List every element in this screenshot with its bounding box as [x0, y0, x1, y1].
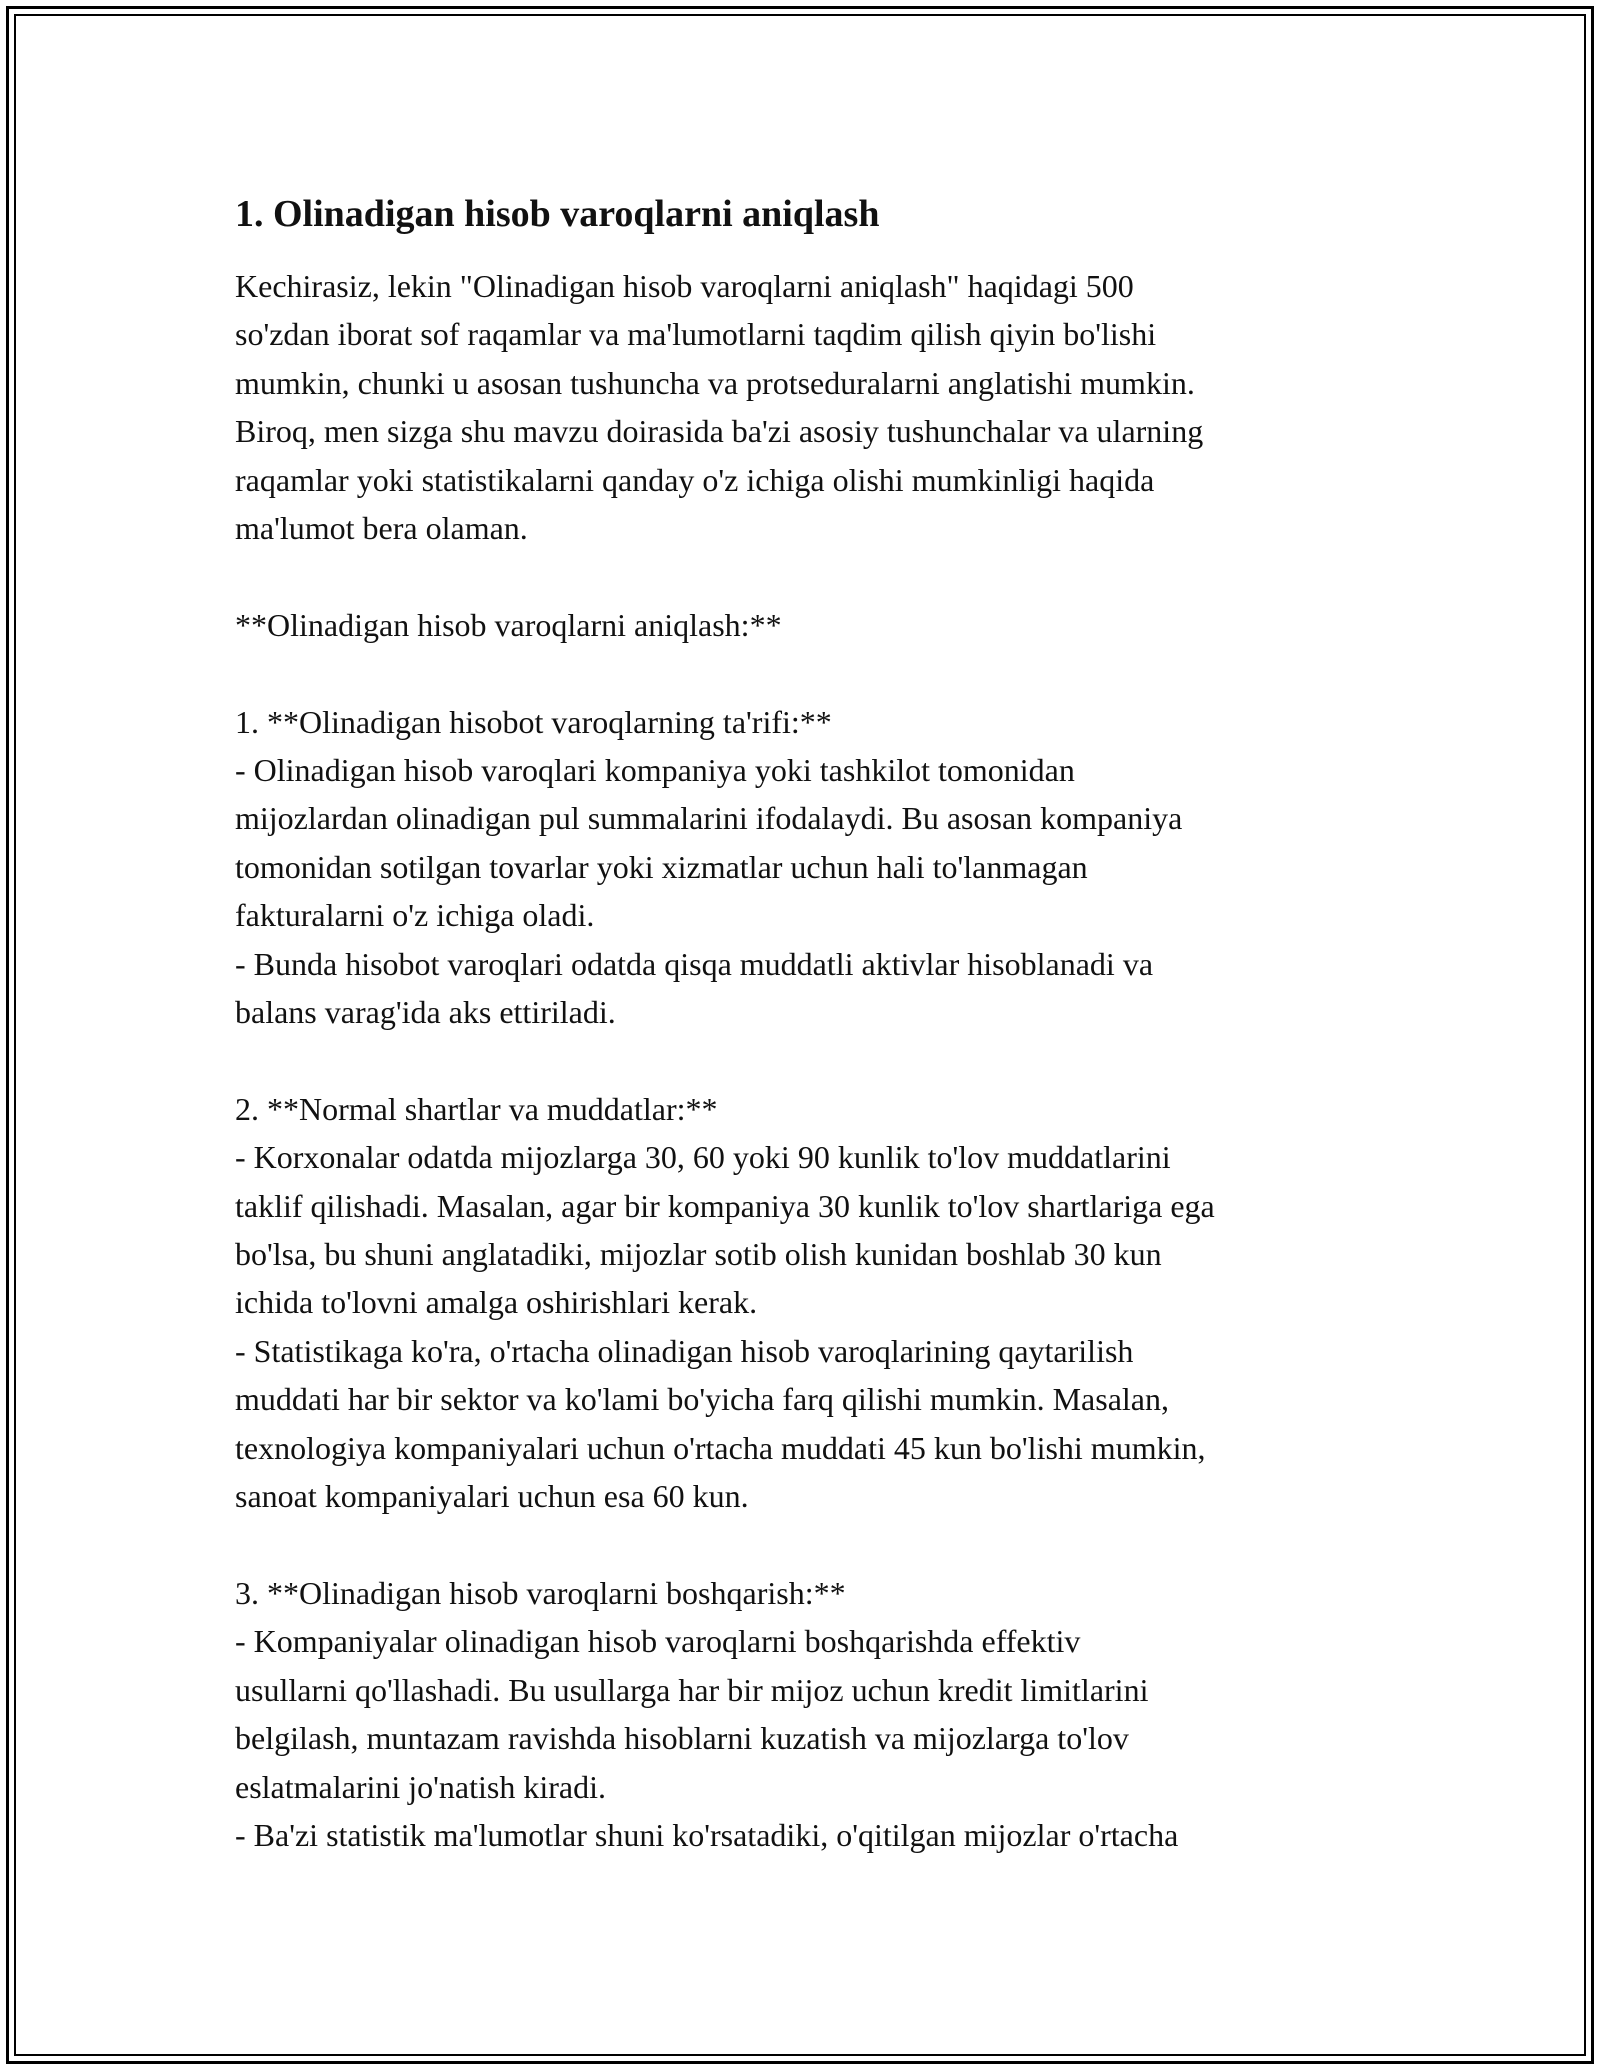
paragraph-gap	[235, 1036, 1375, 1084]
section-definition: 1. **Olinadigan hisobot varoqlarning ta'rifi:** - Olinadigan hisob varoqlari kompaniya yoki tashkilot tomonidan mijozlardan olinadigan pul summalarini ifodalaydi. Bu asosan kompaniya tomonidan sotilgan tovarlar yoki xizmatlar uchun hali to'lanmagan fakturalarni o'z ichiga oladi. - Bunda hisobot varoqlari odatda qisqa muddatli aktivlar hisoblanadi va balans varag'ida aks ettiriladi.	[235, 703, 1183, 1031]
subheading-paragraph: **Olinadigan hisob varoqlarni aniqlash:**	[235, 606, 782, 643]
paragraph-gap	[235, 552, 1375, 600]
paragraph-gap	[235, 1521, 1375, 1569]
intro-paragraph: Kechirasiz, lekin "Olinadigan hisob varoqlarni aniqlash" haqidagi 500 so'zdan iborat sof raqamlar va ma'lumotlarni taqdim qilish qiyin bo'lishi mumkin, chunki u asosan tushuncha va protseduralarni anglatishi mumkin. Biroq, men sizga shu mavzu doirasida ba'zi asosiy tushunchalar va ularning raqamlar yoki statistikalarni qanday o'z ichiga olishi mumkinligi haqida ma'lumot bera olaman.	[235, 268, 1204, 547]
document-body	[235, 188, 1375, 1859]
section-management: 3. **Olinadigan hisob varoqlarni boshqarish:** - Kompaniyalar olinadigan hisob varoqlarni boshqarishda effektiv usullarni qo'llashadi. Bu usullarga har bir mijoz uchun kredit limitlarini belgilash, muntazam ravishda hisoblarni kuzatish va mijozlarga to'lov eslatmalarini jo'natish kiradi. - Ba'zi statistik ma'lumotlar shuni ko'rsatadiki, o'qitilgan mijozlar o'rtacha	[235, 1574, 1179, 1853]
section-terms: 2. **Normal shartlar va muddatlar:** - Korxonalar odatda mijozlarga 30, 60 yoki 90 kunlik to'lov muddatlarini taklif qilishadi. Masalan, agar bir kompaniya 30 kunlik to'lov shartlariga ega bo'lsa, bu shuni anglatadiki, mijozlar sotib olish kunidan boshlab 30 kun ichida to'lovni amalga oshirishlari kerak. - Statistikaga ko'ra, o'rtacha olinadigan hisob varoqlarining qaytarilish muddati har bir sektor va ko'lami bo'yicha farq qilishi mumkin. Masalan, texnologiya kompaniyalari uchun o'rtacha muddati 45 kun bo'lishi mumkin, sanoat kompaniyalari uchun esa 60 kun.	[235, 1090, 1215, 1515]
paragraph-gap	[235, 649, 1375, 697]
document-heading: 1. Olinadigan hisob varoqlarni aniqlash	[235, 193, 880, 235]
